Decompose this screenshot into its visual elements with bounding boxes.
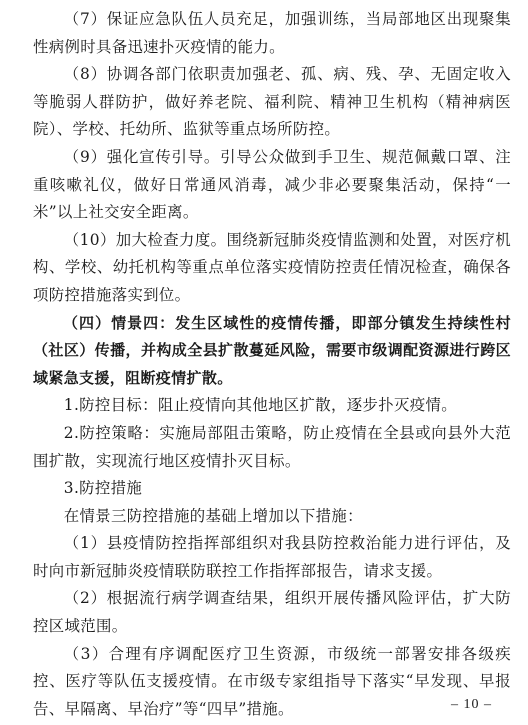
measure-1: （1）县疫情防控指挥部组织对我县防控救治能力进行评估，及时向市新冠肺炎疫情联防联控工作指挥部报告，请求支援。 (33, 534, 511, 580)
prevention-goal: 1.防控目标：阻止疫情向其他地区扩散，逐步扑灭疫情。 (63, 396, 457, 415)
document-body (33, 6, 511, 723)
prevention-measures-heading: 3.防控措施 (63, 479, 143, 498)
measure-2: （2）根据流行病学调查结果，组织开展传播风险评估，扩大防控区域范围。 (33, 589, 511, 636)
section-heading-scenario-4: （四）情景四：发生区域性的疫情传播，即部分镇发生持续性村（社区）传播，并构成全县扩散蔓延风险，需要市级调配资源进行跨区域紧急支援，阻断疫情扩散。 (33, 313, 511, 387)
paragraph-10: （10）加大检查力度。围绕新冠肺炎疫情监测和处置，对医疗机构、学校、幼托机构等重点单位落实疫情防控责任情况检查，确保各项防控措施落实到位。 (33, 230, 511, 304)
paragraph-9: （9）强化宣传引导。引导公众做到手卫生、规范佩戴口罩、注重咳嗽礼仪，做好日常通风消毒，减少非必要聚集活动，保持“一米”以上社交安全距离。 (33, 147, 511, 222)
prevention-strategy: 2.防控策略：实施局部阻击策略，防止疫情在全县或向县外大范围扩散，实现流行地区疫情扑灭目标。 (33, 423, 511, 470)
page-number: – 10 – (451, 697, 492, 712)
measures-intro: 在情景三防控措施的基础上增加以下措施： (63, 506, 363, 525)
paragraph-8: （8）协调各部门依职责加强老、孤、病、残、孕、无固定收入等脆弱人群防护，做好养老院、福利院、精神卫生机构（精神病医院）、学校、托幼所、监狱等重点场所防控。 (33, 65, 511, 139)
paragraph-7: （7）保证应急队伍人员充足，加强训练，当局部地区出现聚集性病例时具备迅速扑灭疫情的能力。 (33, 10, 511, 56)
measure-3: （3）合理有序调配医疗卫生资源，市级统一部署安排各级疾控、医疗等队伍支援疫情。在市级专家组指导下落实“早发现、早报告、早隔离、早治疗”等“四早”措施。 (33, 644, 511, 718)
